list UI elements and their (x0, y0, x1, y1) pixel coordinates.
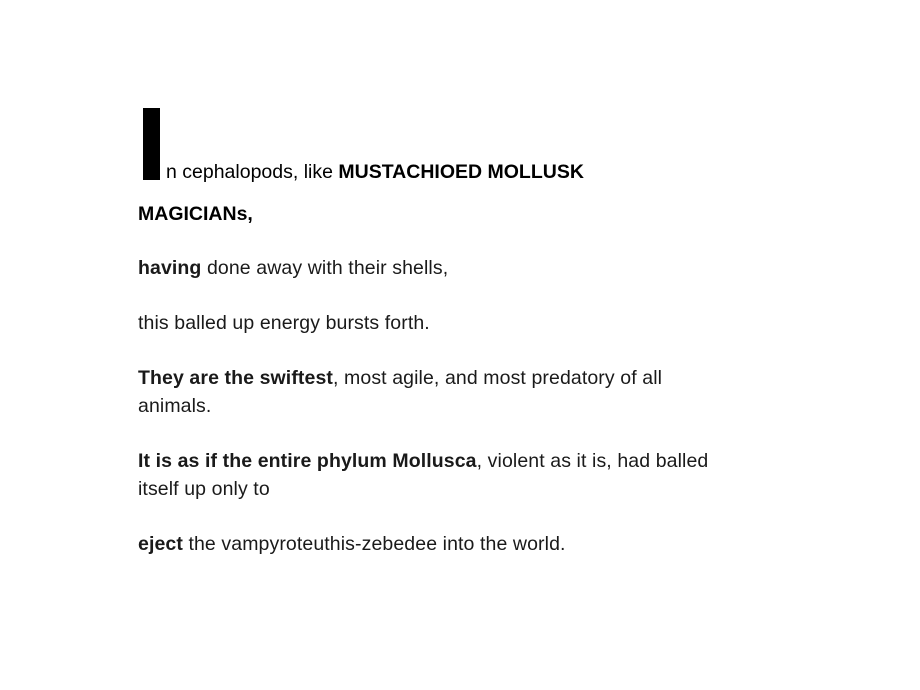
drop-cap-paragraph (138, 108, 738, 188)
paragraph-eject-bold: eject (138, 533, 183, 555)
paragraph-mollusca-bold: It is as if the entire phylum Mollusca (138, 450, 477, 472)
second-line-text (138, 200, 738, 228)
paragraph-mollusca (138, 447, 738, 503)
first-line-plain: n cephalopods, like (166, 161, 339, 183)
paragraph-balled-energy (138, 309, 738, 337)
poem-body (138, 108, 738, 558)
paragraph-balled-energy-plain: this balled up energy bursts forth. (138, 312, 430, 334)
paragraph-swiftest-bold: They are the swiftest (138, 367, 333, 389)
paragraph-eject (138, 530, 738, 558)
second-line-bold: MAGICIANs, (138, 203, 253, 225)
first-line-bold: MUSTACHIOED MOLLUSK (338, 161, 584, 183)
paragraph-swiftest (138, 364, 738, 420)
paragraph-having-bold: having (138, 257, 202, 279)
paragraph-having (138, 254, 738, 282)
first-line-text (166, 158, 584, 186)
paragraph-swiftest-plain: , most agile, and most predatory of all animals. (138, 367, 663, 417)
paragraph-having-plain: done away with their shells, (201, 257, 449, 279)
drop-cap-letter-i (143, 108, 160, 180)
paragraph-mollusca-plain: , violent as it is, had balled itself up only to (138, 450, 709, 500)
paragraph-eject-plain: the vampyroteuthis-zebedee into the world. (182, 533, 566, 555)
